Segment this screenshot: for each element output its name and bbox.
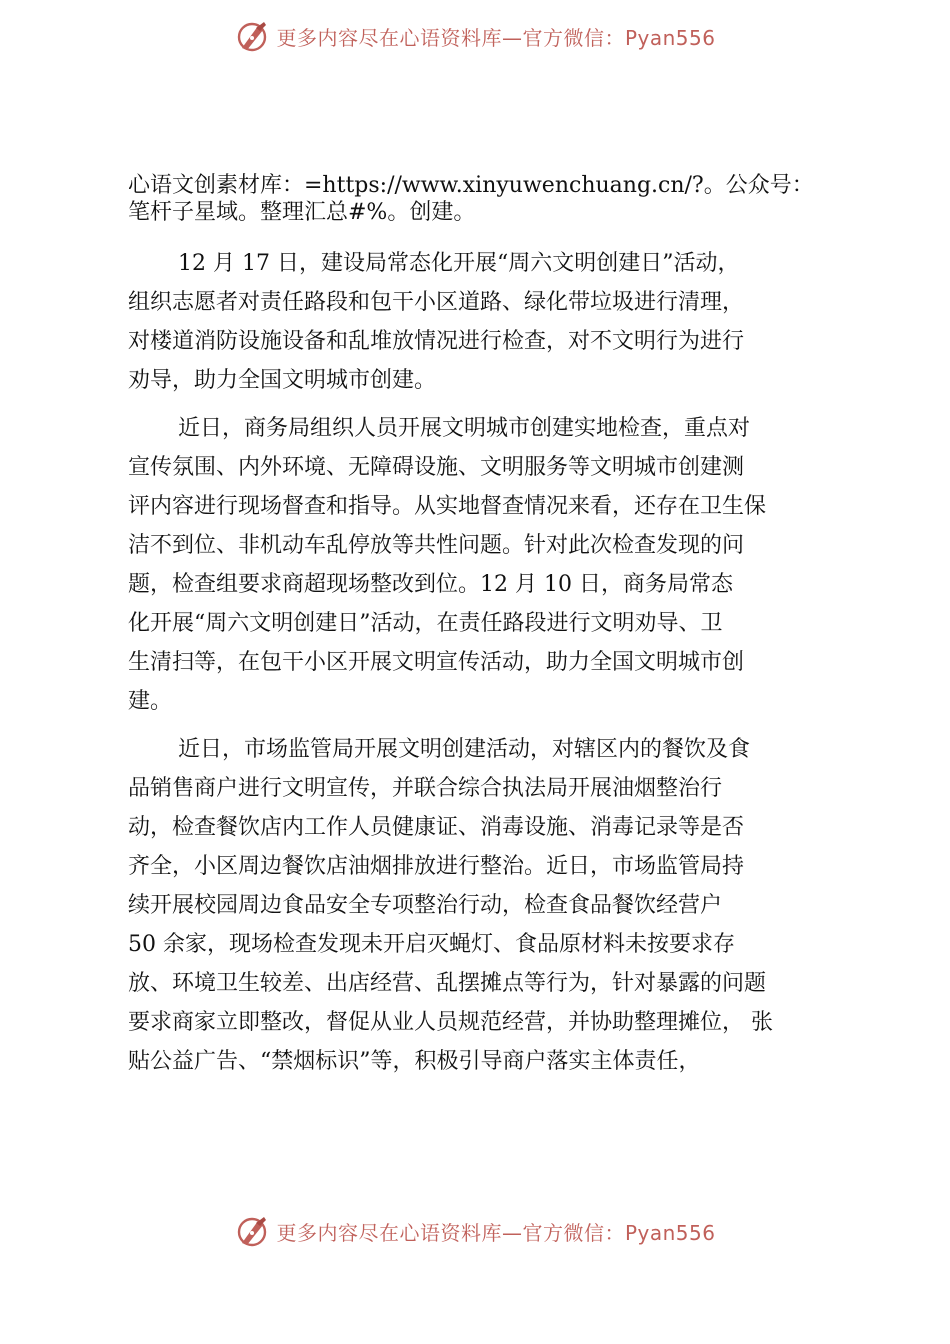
- text-line: 续开展校园周边食品安全专项整治行动，检查食品餐饮经营户: [128, 893, 723, 918]
- paragraph-market-supervision: [128, 730, 840, 1081]
- paragraph-commerce-bureau: [128, 409, 840, 721]
- text-line: 宣传氛围、内外环境、无障碍设施、文明服务等文明城市创建测: [128, 455, 745, 480]
- text-line: 放、环境卫生较差、出店经营、乱摆摊点等行为，针对暴露的问题: [128, 971, 767, 996]
- text-line: 题，检查组要求商超现场整改到位。12 月 10 日，商务局常态: [128, 572, 733, 597]
- header-text: 更多内容尽在心语资料库—官方微信：Pyan556: [276, 25, 716, 50]
- text-line: 齐全，小区周边餐饮店油烟排放进行整治。近日，市场监管局持: [128, 854, 745, 879]
- document-body: [128, 172, 840, 1090]
- text-line: 组织志愿者对责任路段和包干小区道路、绿化带垃圾进行清理，: [128, 290, 745, 315]
- footer-banner: [0, 1209, 950, 1253]
- paragraph-construction-bureau: [128, 244, 840, 400]
- intro-line: 笔杆子星域。整理汇总#%。创建。: [128, 200, 476, 225]
- pen-nib-circle-logo-icon: [234, 18, 270, 54]
- text-line: 品销售商户进行文明宣传，并联合综合执法局开展油烟整治行: [128, 776, 723, 801]
- intro-line: 心语文创素材库：=https://www.xinyuwenchuang.cn/?。公众号：: [128, 173, 814, 198]
- text-line: 12 月 17 日，建设局常态化开展“周六文明创建日”活动，: [178, 251, 740, 276]
- text-line: 对楼道消防设施设备和乱堆放情况进行检查，对不文明行为进行: [128, 329, 745, 354]
- text-line: 50 余家，现场检查发现未开启灭蝇灯、食品原材料未按要求存: [128, 932, 735, 957]
- header-banner: [0, 14, 950, 58]
- text-line: 建。: [128, 689, 173, 714]
- text-line: 近日，商务局组织人员开展文明城市创建实地检查，重点对: [178, 416, 751, 441]
- intro-paragraph: [128, 172, 840, 226]
- pen-nib-circle-logo-icon: [234, 1213, 270, 1249]
- text-line: 劝导，助力全国文明城市创建。: [128, 368, 437, 393]
- text-line: 评内容进行现场督查和指导。从实地督查情况来看，还存在卫生保: [128, 494, 767, 519]
- text-line: 要求商家立即整改，督促从业人员规范经营，并协助整理摊位， 张: [128, 1010, 773, 1035]
- text-line: 动，检查餐饮店内工作人员健康证、消毒设施、消毒记录等是否: [128, 815, 745, 840]
- text-line: 贴公益广告、“禁烟标识”等，积极引导商户落实主体责任，: [128, 1049, 701, 1074]
- text-line: 洁不到位、非机动车乱停放等共性问题。针对此次检查发现的问: [128, 533, 745, 558]
- text-line: 化开展“周六文明创建日”活动，在责任路段进行文明劝导、卫: [128, 611, 723, 636]
- text-line: 近日，市场监管局开展文明创建活动，对辖区内的餐饮及食: [178, 737, 751, 762]
- text-line: 生清扫等，在包干小区开展文明宣传活动，助力全国文明城市创: [128, 650, 745, 675]
- footer-text: 更多内容尽在心语资料库—官方微信：Pyan556: [276, 1220, 716, 1245]
